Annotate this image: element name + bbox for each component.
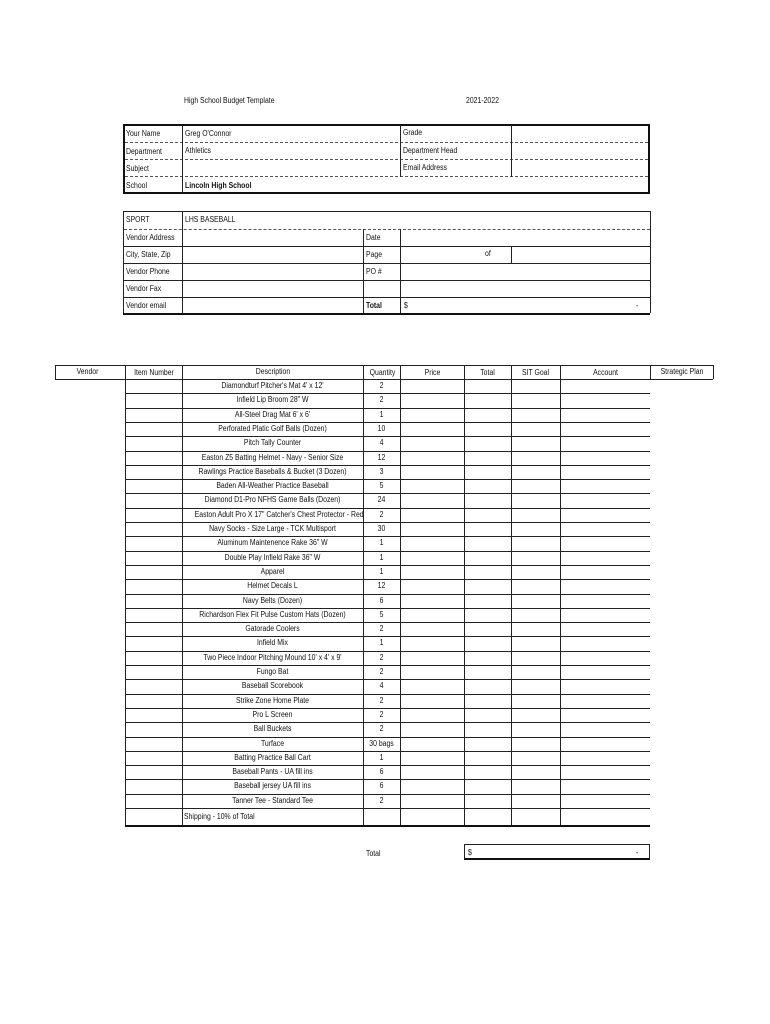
item-quantity[interactable]: 6 — [379, 595, 384, 605]
item-description[interactable]: Navy Socks - Size Large - TCK Multisport — [209, 524, 336, 533]
of-label: of — [485, 249, 491, 258]
item-description[interactable]: Infield Mix — [257, 638, 288, 648]
department-head-label: Department Head — [403, 146, 458, 155]
table-gridline — [125, 608, 650, 609]
item-quantity[interactable]: 1 — [379, 752, 384, 762]
table-gridline — [125, 522, 650, 523]
item-description[interactable]: Aluminum Maintenence Rake 36" W — [217, 538, 328, 548]
col-header-item-number: Item Number — [134, 368, 174, 377]
vendor-total-value: - — [636, 301, 639, 310]
city-state-zip-label: City, State, Zip — [126, 250, 171, 259]
table-gridline — [713, 365, 714, 379]
col-header-price: Price — [424, 368, 441, 377]
item-description[interactable]: Apparel — [260, 566, 285, 576]
item-description[interactable]: Double Play Infield Rake 36" W — [224, 552, 321, 562]
page-label: Page — [366, 250, 383, 259]
table-gridline — [125, 825, 650, 827]
table-gridline — [125, 679, 650, 680]
table-gridline — [125, 694, 650, 695]
item-description[interactable]: Turface — [260, 738, 285, 748]
table-gridline — [125, 493, 650, 494]
vendor-total-currency: $ — [404, 301, 408, 310]
table-gridline — [125, 737, 650, 738]
item-quantity[interactable]: 2 — [379, 395, 384, 405]
table-gridline — [125, 622, 650, 623]
item-description[interactable]: Strike Zone Home Plate — [235, 695, 310, 705]
item-quantity[interactable]: 4 — [379, 681, 384, 691]
col-header-account: Account — [593, 368, 618, 377]
item-quantity[interactable]: 5 — [379, 481, 384, 491]
sport-value[interactable]: LHS BASEBALL — [185, 215, 236, 224]
sport-label: SPORT — [126, 215, 150, 224]
table-gridline — [560, 365, 561, 825]
table-gridline — [511, 365, 512, 825]
table-gridline — [55, 379, 713, 380]
item-description[interactable]: Ball Buckets — [253, 724, 292, 734]
item-quantity[interactable]: 2 — [379, 624, 384, 634]
table-gridline — [363, 365, 364, 825]
item-description[interactable]: All-Steel Drag Mat 6' x 6' — [234, 409, 311, 419]
table-gridline — [464, 365, 465, 825]
item-description[interactable]: Helmet Decals L — [247, 581, 298, 591]
school-label: School — [126, 181, 148, 190]
table-gridline — [125, 579, 650, 580]
table-gridline — [125, 451, 650, 452]
col-header-sit-goal: SIT Goal — [521, 368, 550, 377]
item-quantity[interactable]: 30 — [377, 524, 386, 533]
item-quantity[interactable]: 10 — [377, 423, 386, 433]
item-quantity[interactable]: 6 — [379, 781, 384, 791]
department-value[interactable]: Athletics — [185, 146, 212, 155]
item-description[interactable]: Rawlings Practice Baseballs & Bucket (3 Dozen) — [198, 466, 347, 476]
item-description[interactable]: Pitch Tally Counter — [243, 438, 302, 448]
table-gridline — [125, 393, 650, 394]
item-description[interactable]: Tanner Tee - Standard Tee — [232, 795, 313, 805]
item-description[interactable]: Pro L Screen — [252, 709, 293, 719]
table-gridline — [125, 422, 650, 423]
your-name-value[interactable]: Greg O'Connor — [185, 129, 232, 138]
item-quantity[interactable]: 4 — [379, 438, 384, 448]
table-gridline — [125, 808, 650, 809]
item-quantity[interactable]: 6 — [379, 767, 384, 777]
table-gridline — [125, 636, 650, 637]
item-description[interactable]: Baseball Pants - UA fill ins — [232, 767, 313, 777]
document-title: High School Budget Template — [184, 96, 275, 105]
item-quantity[interactable]: 1 — [379, 638, 384, 648]
vendor-phone-label: Vendor Phone — [126, 267, 170, 276]
col-header-vendor: Vendor — [76, 367, 99, 376]
school-year: 2021-2022 — [466, 96, 499, 105]
item-quantity[interactable]: 1 — [379, 552, 384, 562]
item-description[interactable]: Fungo Bat — [256, 667, 289, 676]
department-label: Department — [126, 147, 162, 156]
school-value[interactable]: Lincoln High School — [185, 181, 252, 190]
item-description[interactable]: Diamond D1-Pro NFHS Game Balls (Dozen) — [204, 495, 341, 505]
table-gridline — [125, 794, 650, 795]
col-header-description: Description — [255, 367, 291, 376]
table-gridline — [125, 779, 650, 780]
table-gridline — [125, 708, 650, 709]
your-name-label: Your Name — [126, 129, 161, 138]
item-description[interactable]: Easton Adult Pro X 17" Catcher's Chest Protector - Red — [194, 509, 364, 519]
item-description[interactable]: Baseball Scorebook — [241, 681, 304, 691]
item-description[interactable]: Batting Practice Ball Cart — [234, 752, 311, 762]
item-description[interactable]: Two Piece Indoor Pitching Mound 10' x 4' x 9' — [203, 652, 342, 662]
item-description[interactable]: Perforated Platic Golf Balls (Dozen) — [218, 423, 327, 433]
item-quantity[interactable]: 30 bags — [369, 738, 394, 748]
vendor-fax-label: Vendor Fax — [126, 284, 162, 293]
table-gridline — [125, 765, 650, 766]
table-gridline — [125, 722, 650, 723]
table-gridline — [650, 365, 651, 379]
item-quantity[interactable]: 3 — [379, 466, 384, 476]
item-quantity[interactable]: 5 — [379, 609, 384, 619]
table-gridline — [125, 408, 650, 409]
item-description[interactable]: Richardson Flex Fit Pulse Custom Hats (Dozen) — [199, 609, 346, 619]
item-quantity[interactable]: 12 — [377, 581, 386, 591]
table-gridline — [55, 365, 713, 366]
item-quantity[interactable]: 2 — [379, 381, 384, 390]
table-gridline — [125, 465, 650, 466]
subject-label: Subject — [126, 164, 149, 173]
table-gridline — [125, 508, 650, 509]
item-quantity[interactable]: 2 — [379, 652, 384, 662]
item-quantity[interactable]: 1 — [379, 566, 384, 576]
item-description[interactable]: Baden All-Weather Practice Baseball — [216, 481, 329, 491]
table-gridline — [125, 665, 650, 666]
table-gridline — [125, 751, 650, 752]
col-header-total: Total — [480, 368, 495, 377]
table-gridline — [125, 594, 650, 595]
item-description[interactable]: Easton Z5 Batting Helmet - Navy - Senior Size — [201, 452, 344, 462]
item-quantity[interactable]: 2 — [379, 667, 384, 676]
item-quantity[interactable]: 1 — [379, 538, 384, 548]
item-description[interactable]: Diamondturf Pitcher's Mat 4' x 12' — [221, 381, 324, 390]
item-description[interactable]: Infield Lip Broom 28" W — [236, 395, 309, 405]
table-gridline — [400, 365, 401, 825]
table-gridline — [125, 565, 650, 566]
col-header-strategic-plan: Strategic Plan — [660, 367, 704, 376]
table-gridline — [55, 365, 56, 379]
shipping-row-label: Shipping - 10% of Total — [184, 812, 255, 821]
table-gridline — [125, 365, 126, 825]
item-quantity[interactable]: 1 — [379, 409, 384, 419]
table-gridline — [125, 651, 650, 652]
item-description[interactable]: Gatorade Coolers — [245, 624, 300, 634]
grand-total-value: - — [636, 848, 639, 857]
item-description[interactable]: Navy Belts (Dozen) — [242, 595, 303, 605]
email-address-label: Email Address — [403, 163, 447, 172]
grand-total-currency: $ — [468, 848, 472, 857]
table-gridline — [182, 365, 183, 825]
grand-total-label: Total — [366, 849, 381, 858]
vendor-address-label: Vendor Address — [126, 233, 175, 242]
item-quantity[interactable]: 2 — [379, 795, 384, 805]
date-label: Date — [366, 233, 381, 242]
vendor-total-label: Total — [366, 301, 382, 310]
item-quantity[interactable]: 2 — [379, 509, 384, 519]
table-gridline — [125, 479, 650, 480]
item-quantity[interactable]: 2 — [379, 709, 384, 719]
item-description[interactable]: Baseball jersey UA fill ins — [234, 781, 311, 791]
item-quantity[interactable]: 2 — [379, 695, 384, 705]
table-gridline — [125, 551, 650, 552]
col-header-quantity: Quantity — [369, 368, 396, 377]
table-gridline — [125, 436, 650, 437]
po-number-label: PO # — [366, 267, 382, 276]
item-quantity[interactable]: 12 — [377, 452, 386, 462]
table-gridline — [125, 536, 650, 537]
vendor-email-label: Vendor email — [126, 301, 167, 310]
grand-total-box — [464, 844, 650, 860]
grade-label: Grade — [403, 128, 423, 137]
item-quantity[interactable]: 2 — [379, 724, 384, 734]
item-quantity[interactable]: 24 — [377, 495, 386, 505]
